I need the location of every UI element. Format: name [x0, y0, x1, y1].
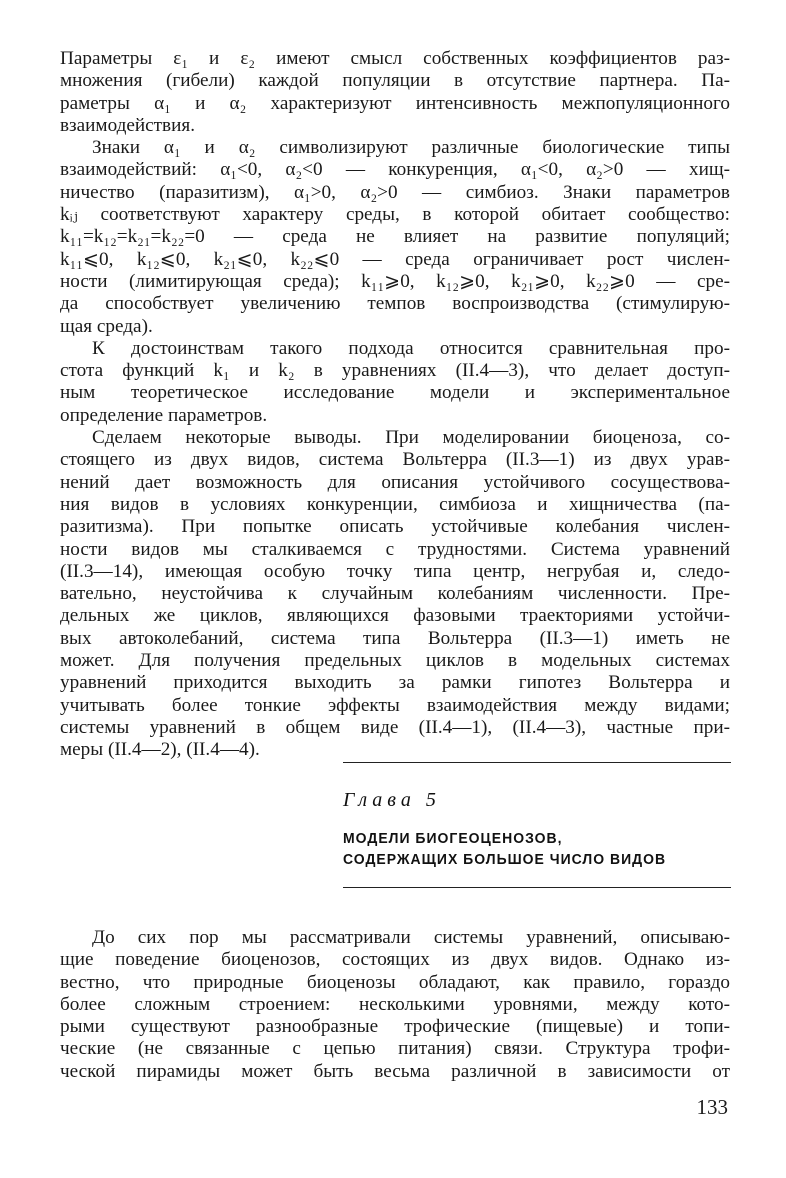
page-number: 133 — [696, 1095, 728, 1119]
paragraph-advantages — [60, 338, 730, 427]
text-line: k₁₁=k₁₂=k₂₁=k₂₂=0 — среда не влияет на развитие популяций; — [60, 226, 730, 248]
text-line: дельных же циклов, являющихся фазовыми траекториями устойчи- — [60, 605, 730, 627]
text-line: стоящего из двух видов, система Вольтерра (II.3—1) из двух урав- — [60, 449, 730, 471]
chapter-title-line-1: МОДЕЛИ БИОГЕОЦЕНОЗОВ, — [343, 830, 563, 847]
chapter-rule-bottom — [343, 887, 731, 888]
text-line: Знаки α₁ и α₂ символизируют различные биологические типы — [92, 137, 730, 159]
text-line: щая среда). — [60, 315, 153, 337]
text-line: Сделаем некоторые выводы. При моделировании биоценоза, со- — [92, 427, 730, 449]
text-line: меры (II.4—2), (II.4—4). — [60, 739, 260, 761]
text-line: более сложным строением: несколькими уровнями, между кото- — [60, 993, 730, 1015]
text-line: ния видов в условиях конкуренции, симбиоза и хищничества (па- — [60, 493, 730, 515]
text-line: определение параметров. — [60, 404, 268, 426]
text-line: щие поведение биоценозов, состоящих из двух видов. Однако из- — [60, 949, 730, 971]
text-line: может. Для получения предельных циклов в модельных системах — [60, 650, 730, 672]
text-line: До сих пор мы рассматривали системы уравнений, описываю- — [92, 927, 730, 948]
text-line: k₁₁⩽0, k₁₂⩽0, k₂₁⩽0, k₂₂⩽0 — среда ограничивает рост числен- — [60, 248, 730, 270]
chapter-rule-top — [343, 762, 731, 763]
text-line: разитизма). При попытке описать устойчивые колебания числен- — [60, 516, 730, 538]
text-line: вых автоколебаний, система типа Вольтерра (II.3—1) иметь не — [60, 627, 730, 649]
text-line: kᵢⱼ соответствуют характеру среды, в которой обитает сообщество: — [60, 204, 730, 226]
text-line: вательно, неустойчива к случайным колебаниям численности. Пре- — [60, 583, 730, 605]
text-line: ности видов мы сталкиваемся с трудностями. Система уравнений — [60, 538, 730, 560]
text-line: взаимодействий: α₁<0, α₂<0 — конкуренция, α₁<0, α₂>0 — хищ- — [60, 159, 730, 181]
text-line: системы уравнений в общем виде (II.4—1), (II.4—3), частные при- — [60, 716, 730, 738]
text-line: учитывать более тонкие эффекты взаимодействия между видами; — [60, 694, 730, 716]
chapter-heading — [343, 762, 731, 888]
body-text-upper — [60, 48, 730, 762]
paragraph-chapter-intro — [60, 927, 730, 1083]
text-line: множения (гибели) каждой популяции в отсутствие партнера. Па- — [60, 70, 730, 92]
text-line: вестно, что природные биоценозы обладают, как правило, гораздо — [60, 971, 730, 993]
text-line: К достоинствам такого подхода относится сравнительная про- — [92, 337, 730, 359]
text-line: взаимодействия. — [60, 114, 196, 136]
text-line: стота функций k₁ и k₂ в уравнениях (II.4—3), что делает доступ- — [60, 360, 730, 382]
text-line: уравнений приходится выходить за рамки гипотез Вольтерра и — [60, 672, 730, 694]
text-line: да способствует увеличению темпов воспроизводства (стимулирую- — [60, 293, 730, 315]
paragraph-interaction-signs — [60, 137, 730, 338]
text-line: ничество (паразитизм), α₁>0, α₂>0 — симбиоз. Знаки параметров — [60, 181, 730, 203]
body-text-lower — [60, 927, 730, 1083]
text-line: ным теоретическое исследование модели и экспериментальное — [60, 382, 730, 404]
chapter-title — [343, 828, 700, 870]
text-line: (II.3—14), имеющая особую точку типа центр, негрубая и, следо- — [60, 560, 730, 582]
chapter-label: Глава 5 — [343, 789, 441, 811]
text-line: ности (лимитирующая среда); k₁₁⩾0, k₁₂⩾0, k₂₁⩾0, k₂₂⩾0 — сре- — [60, 270, 730, 292]
chapter-title-line-2: СОДЕРЖАЩИХ БОЛЬШОЕ ЧИСЛО ВИДОВ — [343, 851, 667, 868]
text-line: ческие (не связанные с цепью питания) связи. Структура трофи- — [60, 1038, 730, 1060]
text-line: раметры α₁ и α₂ характеризуют интенсивность межпопуляционного — [60, 92, 730, 114]
paragraph-parameters — [60, 48, 730, 137]
paragraph-conclusions — [60, 427, 730, 761]
text-line: нений дает возможность для описания устойчивого сосуществова- — [60, 471, 730, 493]
text-line: Параметры ε₁ и ε₂ имеют смысл собственных коэффициентов раз- — [60, 48, 730, 69]
text-line: ческой пирамиды может быть весьма различной в зависимости от — [60, 1060, 730, 1082]
text-line: рыми существуют разнообразные трофические (пищевые) и топи- — [60, 1016, 730, 1038]
